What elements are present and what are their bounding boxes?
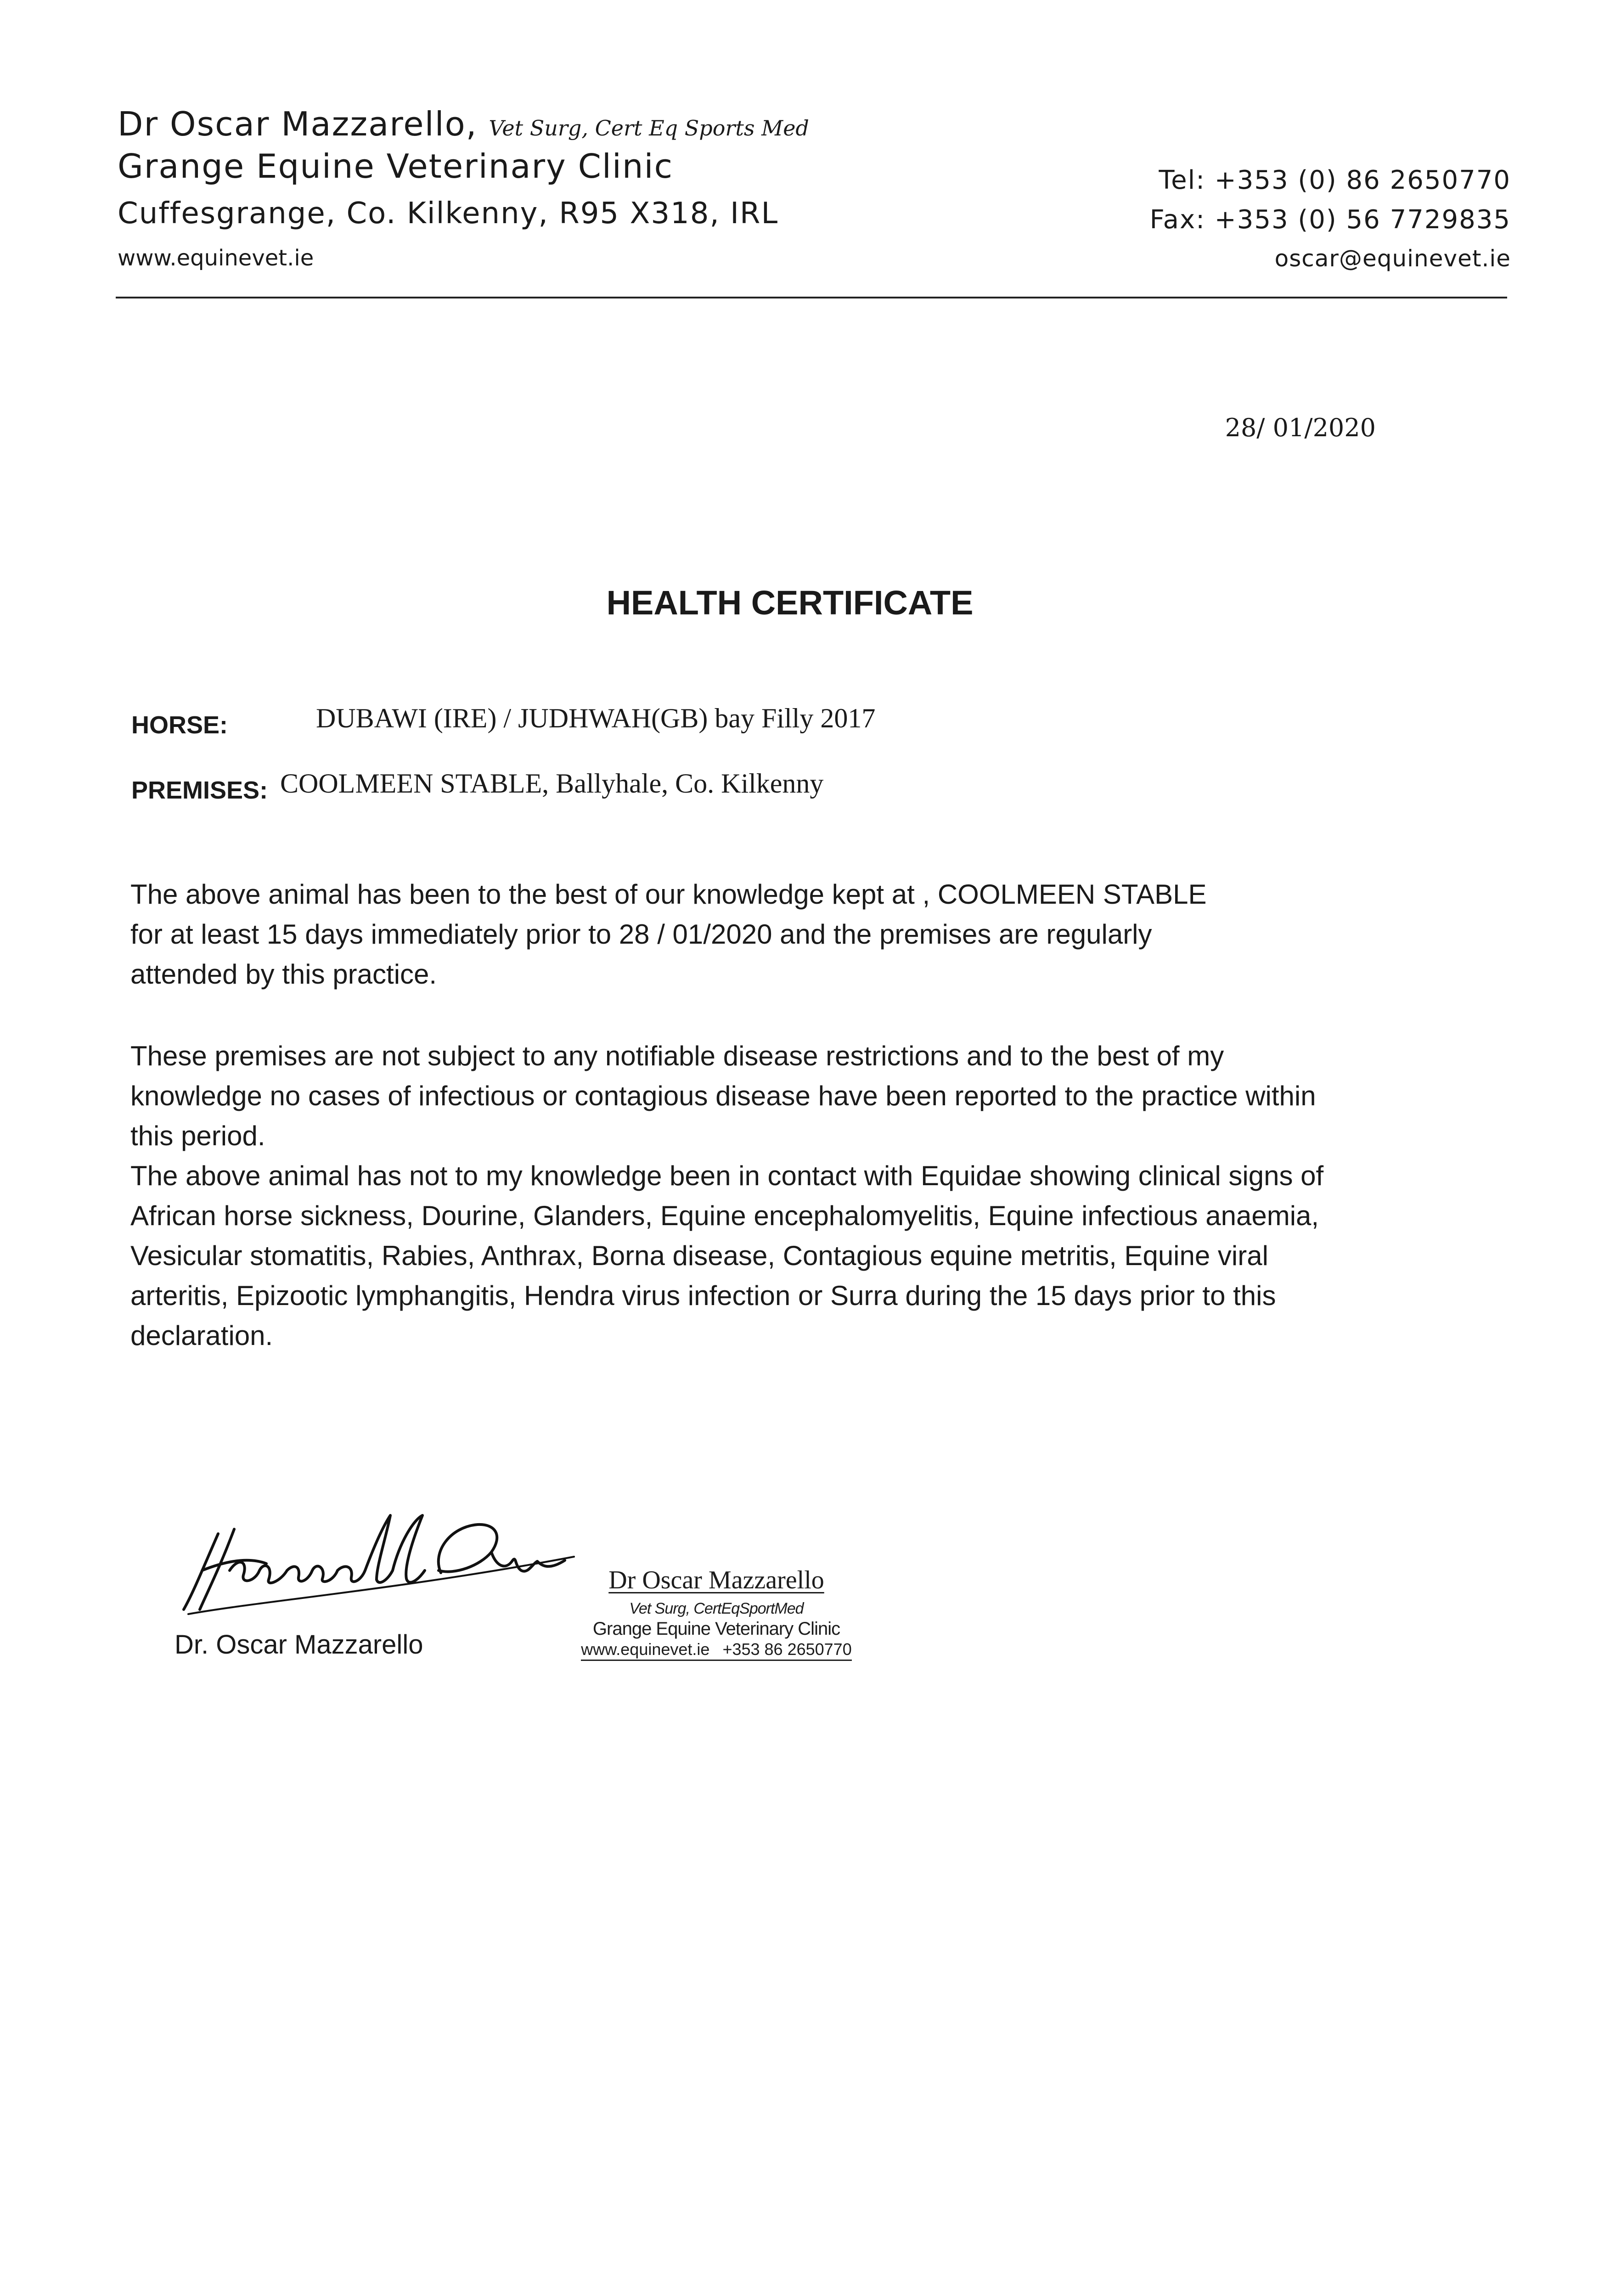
handwritten-signature [175, 1502, 579, 1621]
premises-label: PREMISES: [131, 777, 268, 804]
paragraph-line: The above animal has not to my knowledge been in contact with Equidae showing clinical signs of [130, 1160, 1324, 1191]
clinic-telephone: Tel: +353 (0) 86 2650770 [1159, 165, 1511, 195]
paragraph-line: These premises are not subject to any notifiable disease restrictions and to the best of my [130, 1041, 1224, 1071]
vet-name: Dr Oscar Mazzarello, [118, 105, 478, 143]
paragraph-line: arteritis, Epizootic lymphangitis, Hendra virus infection or Surra during the 15 days prior to this [130, 1280, 1276, 1311]
paragraph-line: Vesicular stomatitis, Rabies, Anthrax, Borna disease, Contagious equine metritis, Equine viral [130, 1240, 1268, 1271]
letterhead-name [118, 105, 809, 143]
paragraph-line: attended by this practice. [130, 959, 437, 990]
signatory-name: Dr. Oscar Mazzarello [175, 1630, 423, 1660]
stamp-qualifications: Vet Surg, CertEqSportMed [629, 1600, 804, 1617]
letterhead-divider [116, 297, 1507, 298]
paragraph-line: this period. [130, 1120, 265, 1151]
stamp-name: Dr Oscar Mazzarello [608, 1566, 824, 1594]
vet-qualifications: Vet Surg, Cert Eq Sports Med [489, 116, 809, 141]
clinic-address: Cuffesgrange, Co. Kilkenny, R95 X318, IRL [118, 197, 779, 231]
paragraph-line: knowledge no cases of infectious or contagious disease have been reported to the practice within [130, 1080, 1316, 1111]
paragraph-residence [130, 874, 1444, 994]
clinic-website: www.equinevet.ie [118, 245, 314, 271]
paragraph-line: African horse sickness, Dourine, Glanders, Equine encephalomyelitis, Equine infectious anaemia, [130, 1200, 1319, 1231]
stamp-clinic: Grange Equine Veterinary Clinic [592, 1619, 840, 1639]
paragraph-line: declaration. [130, 1320, 273, 1351]
clinic-name: Grange Equine Veterinary Clinic [118, 147, 674, 186]
horse-label: HORSE: [131, 711, 228, 739]
stamp-contact [581, 1639, 851, 1661]
vet-stamp [565, 1566, 868, 1661]
horse-value: DUBAWI (IRE) / JUDHWAH(GB) bay Filly 2017 [316, 703, 876, 733]
stamp-phone: +353 86 2650770 [722, 1640, 852, 1659]
stamp-website: www.equinevet.ie [581, 1640, 710, 1659]
clinic-fax: Fax: +353 (0) 56 7729835 [1149, 205, 1511, 235]
paragraph-line: for at least 15 days immediately prior to 28 / 01/2020 and the premises are regularly [130, 919, 1152, 950]
page-title: HEALTH CERTIFICATE [606, 584, 974, 622]
certificate-date: 28/ 01/2020 [1225, 413, 1376, 442]
premises-value: COOLMEEN STABLE, Ballyhale, Co. Kilkenny [280, 768, 824, 799]
clinic-email: oscar@equinevet.ie [1274, 245, 1511, 272]
paragraph-disease-declaration [130, 1036, 1444, 1356]
paragraph-line: The above animal has been to the best of our knowledge kept at , COOLMEEN STABLE [130, 879, 1207, 910]
